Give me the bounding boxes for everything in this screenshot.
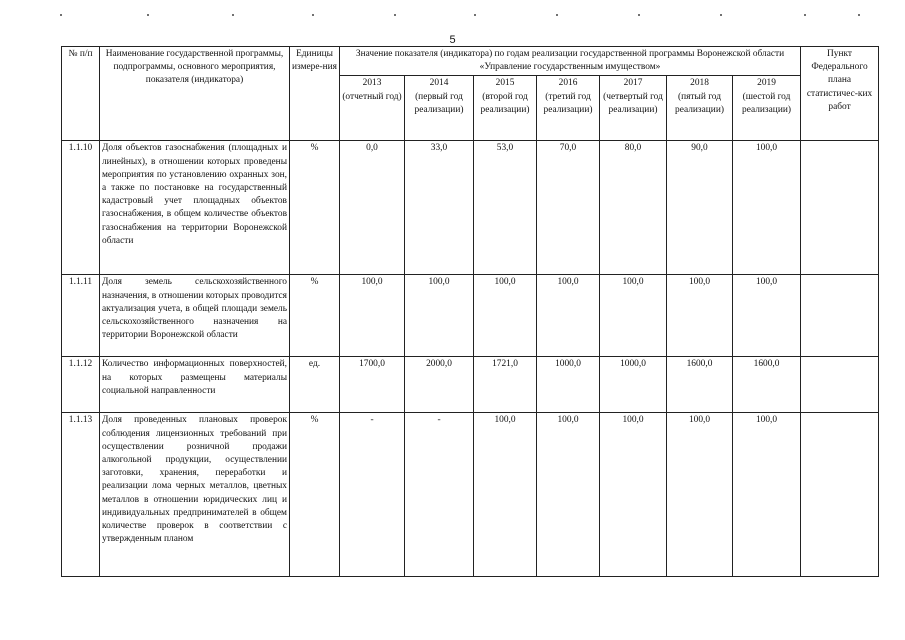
row-num: 1.1.12 xyxy=(62,357,100,413)
row-value: 100,0 xyxy=(600,275,667,357)
row-num: 1.1.11 xyxy=(62,275,100,357)
row-num: 1.1.13 xyxy=(62,413,100,577)
table-row xyxy=(62,141,879,275)
row-value: 100,0 xyxy=(537,413,600,577)
row-value: 100,0 xyxy=(340,275,405,357)
row-plan xyxy=(801,141,879,275)
row-name: Доля объектов газоснабжения (площадных и линейных), в отношении которых проведены мероприятия по установлению охранных зон, а также по постановке на государственный кадастровый учет площадных объектов газоснабжения, в общем количестве объектов газоснабжения на территории Воронежской области xyxy=(100,141,290,275)
row-value: 1700,0 xyxy=(340,357,405,413)
header-year-sub: (первый год реализации) xyxy=(414,91,464,115)
row-name: Доля проведенных плановых проверок соблюдения лицензионных требований при осуществлении розничной продажи алкогольной продукции, осуществлении заготовки, хранения, переработки и реализации лома черных металлов, цветных металлов в отношении юридических лиц и индивидуальных предпринимателей в общем количестве проверок в соответствии с утвержденным планом xyxy=(100,413,290,577)
row-unit: % xyxy=(290,413,340,577)
row-value: 100,0 xyxy=(733,413,801,577)
header-year-sub: (второй год реализации) xyxy=(480,91,530,115)
row-unit: ед. xyxy=(290,357,340,413)
header-row xyxy=(62,47,879,76)
row-unit: % xyxy=(290,275,340,357)
row-value: 70,0 xyxy=(537,141,600,275)
header-units: Единицы измере-ния xyxy=(290,47,340,141)
row-value: 100,0 xyxy=(667,275,733,357)
scan-dots xyxy=(60,14,860,18)
row-value: 100,0 xyxy=(733,275,801,357)
row-value: 53,0 xyxy=(474,141,537,275)
row-unit: % xyxy=(290,141,340,275)
header-year-sub: (третий год реализации) xyxy=(543,91,593,115)
row-value: 1600,0 xyxy=(733,357,801,413)
indicator-table xyxy=(61,46,879,577)
header-year: 2016 xyxy=(558,78,578,89)
header-year-cell xyxy=(340,76,405,141)
table-row xyxy=(62,357,879,413)
header-year: 2018 xyxy=(690,78,709,89)
header-year: 2014 xyxy=(429,78,449,89)
header-year-sub: (отчетный год) xyxy=(342,91,402,102)
header-year: 2013 xyxy=(362,78,382,89)
row-value: 100,0 xyxy=(600,413,667,577)
row-value: 1600,0 xyxy=(667,357,733,413)
header-year-sub: (шестой год реализации) xyxy=(742,91,791,115)
row-value: 100,0 xyxy=(474,275,537,357)
header-plan: Пункт Федерального плана статистичес-ких работ xyxy=(801,47,879,141)
row-value: 100,0 xyxy=(405,275,474,357)
header-year: 2019 xyxy=(757,78,776,89)
row-name: Количество информационных поверхностей, на которых размещены материалы социальной направленности xyxy=(100,357,290,413)
header-year-cell xyxy=(405,76,474,141)
row-value: 1000,0 xyxy=(537,357,600,413)
header-year-cell xyxy=(667,76,733,141)
row-value: 100,0 xyxy=(474,413,537,577)
header-year-cell xyxy=(733,76,801,141)
row-plan xyxy=(801,357,879,413)
header-year-cell xyxy=(474,76,537,141)
row-value: 80,0 xyxy=(600,141,667,275)
row-value: 100,0 xyxy=(667,413,733,577)
row-plan xyxy=(801,275,879,357)
header-year-sub: (пятый год реализации) xyxy=(675,91,724,115)
header-year-cell xyxy=(600,76,667,141)
row-value: 33,0 xyxy=(405,141,474,275)
row-value: 1000,0 xyxy=(600,357,667,413)
page-number: 5 xyxy=(449,34,456,46)
header-values-title: Значение показателя (индикатора) по годам реализации государственной программы Воронежской области «Управление государственным имуществом» xyxy=(340,47,801,76)
row-plan xyxy=(801,413,879,577)
row-value: 100,0 xyxy=(537,275,600,357)
row-value: 0,0 xyxy=(340,141,405,275)
header-year-sub: (четвертый год реализации) xyxy=(603,91,663,115)
row-value: 90,0 xyxy=(667,141,733,275)
table-row xyxy=(62,413,879,577)
header-num: № п/п xyxy=(62,47,100,141)
row-value: - xyxy=(340,413,405,577)
row-name: Доля земель сельскохозяйственного назначения, в отношении которых проводится актуализация учета, в общей площади земель сельскохозяйственного назначения на территории Воронежской области xyxy=(100,275,290,357)
row-num: 1.1.10 xyxy=(62,141,100,275)
row-value: 2000,0 xyxy=(405,357,474,413)
header-year: 2015 xyxy=(495,78,515,89)
row-value: 100,0 xyxy=(733,141,801,275)
header-name: Наименование государственной программы, подпрограммы, основного мероприятия, показателя (индикатора) xyxy=(100,47,290,141)
row-value: 1721,0 xyxy=(474,357,537,413)
header-year-cell xyxy=(537,76,600,141)
row-value: - xyxy=(405,413,474,577)
table-row xyxy=(62,275,879,357)
header-year: 2017 xyxy=(623,78,643,89)
